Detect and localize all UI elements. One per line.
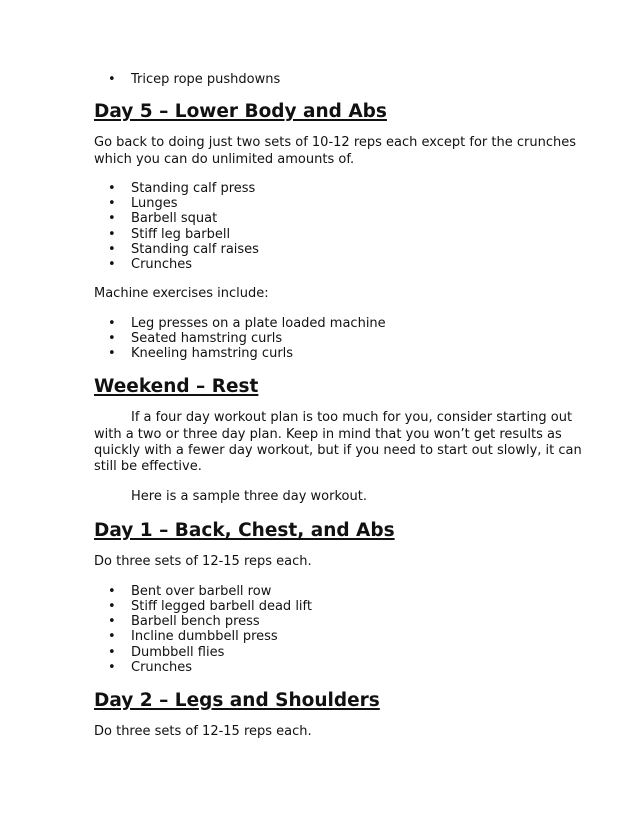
sample-workout-text: Here is a sample three day workout. — [131, 488, 367, 504]
tricep-list — [94, 72, 594, 87]
day2-intro: Do three sets of 12-15 reps each. — [94, 723, 312, 739]
list-item: • Crunches — [108, 660, 594, 675]
document-content — [94, 72, 594, 740]
day1-exercise-list — [94, 584, 594, 675]
list-item: • Barbell bench press — [108, 614, 594, 629]
list-item: • Barbell squat — [108, 211, 594, 226]
list-item: • Stiff leg barbell — [108, 227, 594, 242]
machine-intro: Machine exercises include: — [94, 286, 269, 302]
list-item: • Lunges — [108, 196, 594, 211]
list-item: • Bent over barbell row — [108, 584, 594, 599]
day5-intro: Go back to doing just two sets of 10-12 reps each except for the crunches which you can do unlimited amounts of. — [94, 135, 576, 167]
list-item: • Stiff legged barbell dead lift — [108, 599, 594, 614]
list-item: • Kneeling hamstring curls — [108, 346, 594, 361]
weekend-paragraph: If a four day workout plan is too much for you, consider starting out with a two or three day plan. Keep in mind that you won’t get results as quickly with a fewer day workout, but if you need to start out slowly, it can still be effective. — [94, 410, 582, 475]
day5-exercise-list — [94, 181, 594, 272]
list-item: • Crunches — [108, 257, 594, 272]
list-item: • Leg presses on a plate loaded machine — [108, 316, 594, 331]
day2-heading: Day 2 – Legs and Shoulders — [94, 689, 380, 711]
list-item: • Incline dumbbell press — [108, 629, 594, 644]
weekend-heading: Weekend – Rest — [94, 376, 259, 398]
list-item: • Dumbbell flies — [108, 645, 594, 660]
day5-heading: Day 5 – Lower Body and Abs — [94, 101, 387, 123]
machine-exercise-list — [94, 316, 594, 362]
list-item: • Tricep rope pushdowns — [108, 72, 594, 87]
list-item: • Standing calf press — [108, 181, 594, 196]
list-item: • Seated hamstring curls — [108, 331, 594, 346]
list-item: • Standing calf raises — [108, 242, 594, 257]
day1-heading: Day 1 – Back, Chest, and Abs — [94, 520, 395, 542]
day1-intro: Do three sets of 12-15 reps each. — [94, 554, 312, 570]
